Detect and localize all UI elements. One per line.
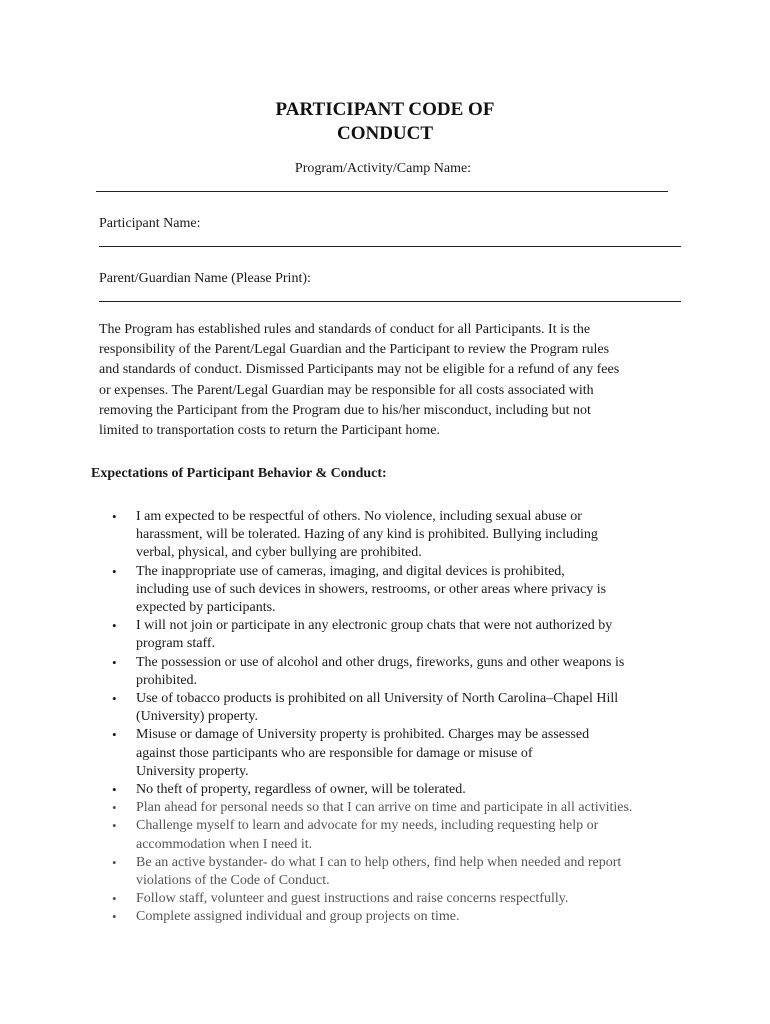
list-item-line: (University) property. [136, 709, 258, 725]
expectations-list [0, 508, 770, 927]
bullet-icon: • [112, 891, 117, 907]
list-item-line: The possession or use of alcohol and other drugs, fireworks, guns and other weapons is [136, 654, 625, 670]
list-item-line: harassment, will be tolerated. Hazing of any kind is prohibited. Bullying including [136, 527, 598, 543]
program-name-line[interactable] [96, 191, 668, 192]
list-item [0, 654, 770, 690]
list-item [0, 726, 770, 781]
title-line-2: CONDUCT [336, 123, 434, 144]
intro-line: and standards of conduct. Dismissed Participants may not be eligible for a refund of any fees [99, 362, 620, 378]
page-title [0, 98, 770, 146]
list-item [0, 617, 770, 653]
participant-name-label: Participant Name: [99, 216, 201, 231]
program-name-label: Program/Activity/Camp Name: [294, 161, 472, 176]
list-item-line: including use of such devices in showers, restrooms, or other areas where privacy is [136, 581, 607, 597]
list-item-line: I will not join or participate in any electronic group chats that were not authorized by [136, 618, 613, 634]
list-item-line: Be an active bystander- do what I can to help others, find help when needed and report [136, 854, 622, 870]
intro-line: The Program has established rules and standards of conduct for all Participants. It is the [99, 322, 591, 337]
list-item [0, 817, 770, 853]
list-item-line: program staff. [136, 636, 216, 652]
bullet-icon: • [112, 854, 117, 870]
intro-line: limited to transportation costs to return the Participant home. [99, 423, 440, 439]
list-item-line: against those participants who are responsible for damage or misuse of [136, 745, 533, 761]
list-item-line: verbal, physical, and cyber bullying are prohibited. [136, 545, 422, 561]
list-item [0, 908, 770, 926]
bullet-icon: • [112, 727, 117, 743]
intro-paragraph [99, 320, 679, 441]
list-item-line: prohibited. [136, 672, 198, 688]
bullet-icon: • [112, 818, 117, 834]
guardian-name-label: Parent/Guardian Name (Please Print): [99, 271, 311, 286]
list-item [0, 690, 770, 726]
intro-line: responsibility of the Parent/Legal Guardian and the Participant to review the Program rules [99, 342, 610, 358]
list-item-line: Follow staff, volunteer and guest instructions and raise concerns respectfully. [136, 891, 569, 907]
bullet-icon: • [112, 800, 117, 816]
participant-name-line[interactable] [99, 246, 681, 247]
list-item-line: I am expected to be respectful of others. No violence, including sexual abuse or [136, 509, 582, 524]
intro-line: removing the Participant from the Program due to his/her misconduct, including but not [99, 402, 591, 418]
list-item-line: violations of the Code of Conduct. [136, 873, 330, 889]
list-item [0, 508, 770, 563]
list-item-line: Challenge myself to learn and advocate for my needs, including requesting help or [136, 818, 599, 834]
title-line-1: PARTICIPANT CODE OF [275, 99, 495, 120]
list-item-line: Plan ahead for personal needs so that I can arrive on time and participate in all activities. [136, 800, 633, 816]
list-item-line: Complete assigned individual and group projects on time. [136, 909, 460, 925]
intro-line: or expenses. The Parent/Legal Guardian may be responsible for all costs associated with [99, 382, 594, 398]
list-item-line: Use of tobacco products is prohibited on all University of North Carolina–Chapel Hill [136, 691, 619, 707]
list-item [0, 563, 770, 618]
list-item-line: expected by participants. [136, 600, 276, 616]
list-item [0, 799, 770, 817]
bullet-icon: • [112, 509, 117, 524]
list-item-line: No theft of property, regardless of owner, will be tolerated. [136, 782, 466, 798]
guardian-name-line[interactable] [99, 301, 681, 302]
bullet-icon: • [112, 782, 117, 798]
expectations-heading: Expectations of Participant Behavior & Conduct: [91, 466, 387, 481]
list-item-line: accommodation when I need it. [136, 836, 313, 852]
list-item-line: University property. [136, 763, 249, 779]
list-item-line: Misuse or damage of University property is prohibited. Charges may be assessed [136, 727, 590, 743]
bullet-icon: • [112, 909, 117, 925]
list-item-line: The inappropriate use of cameras, imaging, and digital devices is prohibited, [136, 563, 565, 579]
bullet-icon: • [112, 654, 117, 670]
bullet-icon: • [112, 563, 117, 579]
list-item [0, 781, 770, 799]
bullet-icon: • [112, 618, 117, 634]
list-item [0, 890, 770, 908]
list-item [0, 854, 770, 890]
bullet-icon: • [112, 691, 117, 707]
